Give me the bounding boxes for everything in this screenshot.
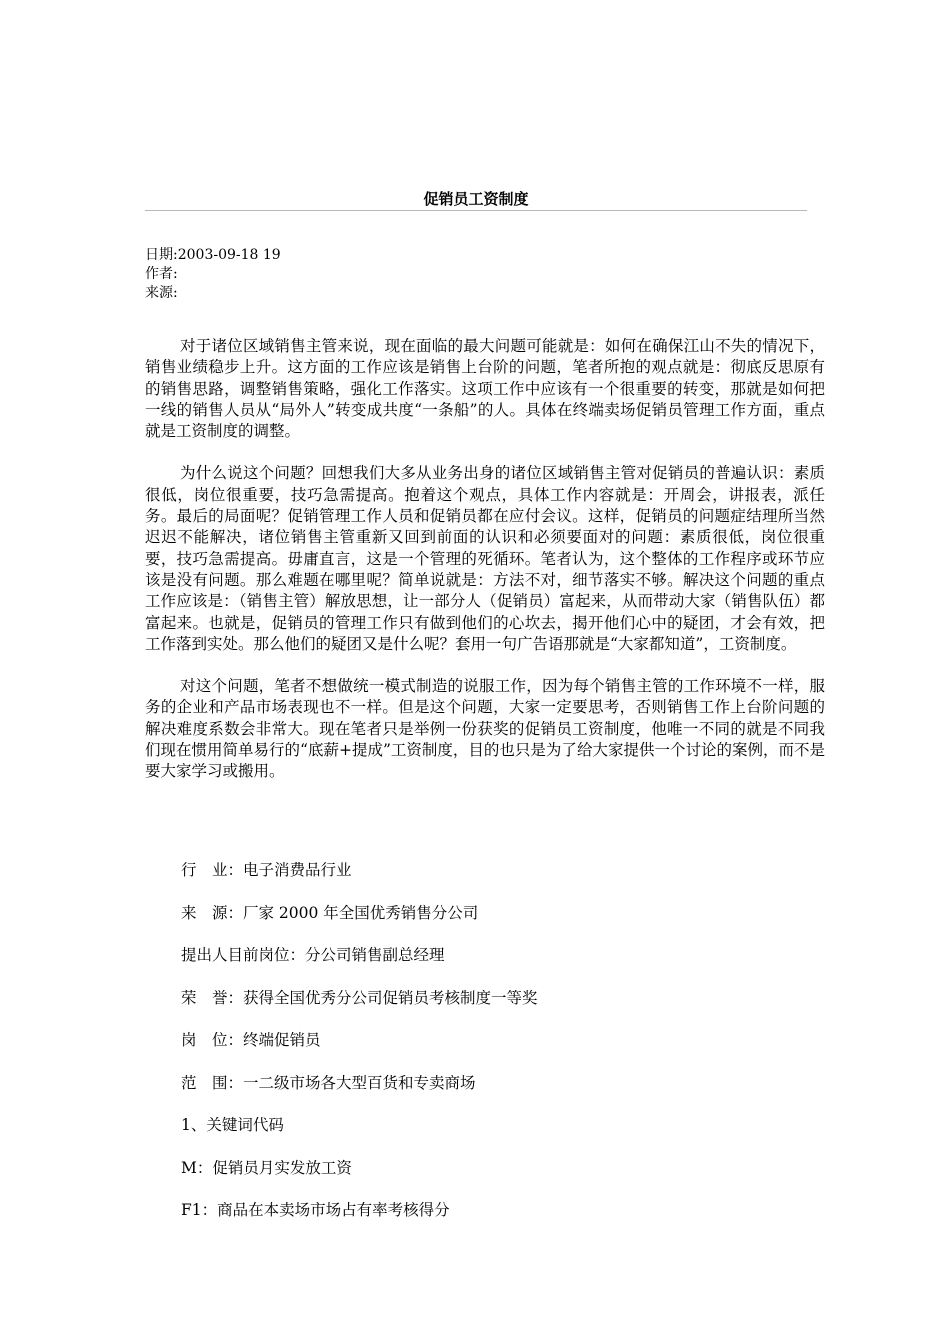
document-title: 促销员工资制度 — [423, 190, 529, 208]
keyword-f1: F1：商品在本卖场市场占有率考核得分 — [181, 1201, 450, 1219]
fact-list — [181, 860, 538, 1243]
fact-source: 来 源：厂家 2000 年全国优秀销售分公司 — [181, 903, 479, 922]
paragraph-3: 对这个问题，笔者不想做统一模式制造的说服工作，因为每个销售主管的工作环境不一样，服务的企业和产品市场表现也不一样。但是这个问题，大家一定要思考，否则销售工作上台阶问题的解决难度系数会非常大。现在笔者只是举例一份获奖的促销员工资制度，他唯一不同的就是不同我们现在惯用简单易行的“底薪+提成”工资制度，目的也只是为了给大家提供一个讨论的案例，而不是要大家学习或搬用。 — [145, 677, 825, 781]
fact-industry: 行 业：电子消费品行业 — [181, 861, 352, 879]
document-meta — [145, 246, 281, 303]
title-divider — [145, 210, 807, 211]
meta-author: 作者: — [145, 266, 178, 282]
meta-date: 日期:2003-09-18 19 — [145, 247, 281, 263]
paragraph-2: 为什么说这个问题？回想我们大多从业务出身的诸位区域销售主管对促销员的普遍认识：素质很低，岗位很重要，技巧急需提高。抱着这个观点，具体工作内容就是：开周会，讲报表，派任务。最后的局面呢？促销管理工作人员和促销员都在应付会议。这样，促销员的问题症结理所当然迟迟不能解决，诸位销售主管重新又回到前面的认识和必须要面对的问题：素质很低，岗位很重要，技巧急需提高。毋庸直言，这是一个管理的死循环。笔者认为，这个整体的工作程序或环节应该是没有问题。那么难题在哪里呢？简单说就是：方法不对，细节落实不够。解决这个问题的重点工作应该是：（销售主管）解放思想，让一部分人（促销员）富起来，从而带动大家（销售队伍）都富起来。也就是，促销员的管理工作只有做到他们的心坎去，揭开他们心中的疑团，才会有效，把工作落到实处。那么他们的疑团又是什么呢？套用一句广告语那就是“大家都知道”，工资制度。 — [145, 464, 825, 653]
keyword-m: M：促销员月实发放工资 — [181, 1158, 352, 1177]
meta-source: 来源: — [145, 285, 178, 301]
fact-proposer-position: 提出人目前岗位：分公司销售副总经理 — [181, 946, 445, 964]
fact-position: 岗 位：终端促销员 — [181, 1031, 321, 1049]
paragraph-1: 对于诸位区域销售主管来说，现在面临的最大问题可能就是：如何在确保江山不失的情况下，销售业绩稳步上升。这方面的工作应该是销售上台阶的问题，笔者所抱的观点就是：彻底反思原有的销售思路，调整销售策略，强化工作落实。这项工作中应该有一个很重要的转变，那就是如何把一线的销售人员从“局外人”转变成共度“一条船”的人。具体在终端卖场促销员管理工作方面，重点就是工资制度的调整。 — [145, 337, 825, 441]
section-heading-keywords: 1、关键词代码 — [181, 1116, 284, 1134]
document-body — [145, 336, 825, 804]
fact-scope: 范 围：一二级市场各大型百货和专卖商场 — [181, 1073, 476, 1092]
fact-honor: 荣 誉：获得全国优秀分公司促销员考核制度一等奖 — [181, 988, 538, 1007]
